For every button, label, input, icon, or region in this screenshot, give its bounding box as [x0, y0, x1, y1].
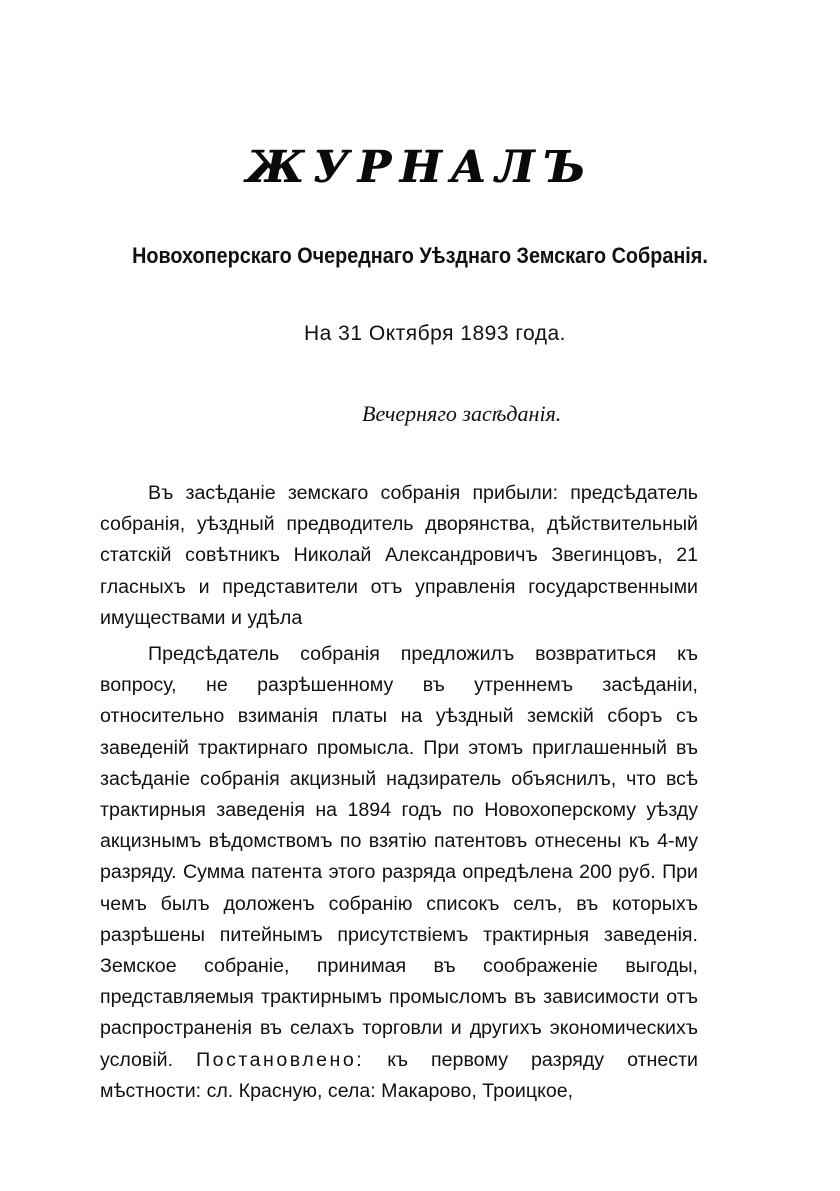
body-text: [100, 478, 698, 1107]
session-date: На 31 Октября 1893 года.: [303, 322, 567, 345]
assembly-subtitle: Новохоперскаго Очереднаго Уѣзднаго Земскаго Собранія.: [132, 243, 708, 268]
session-label: Вечерняго засѣданія.: [362, 401, 562, 426]
resolution-emphasis: Постановлено:: [196, 1048, 365, 1071]
paragraph-resolution: [100, 639, 698, 1107]
paragraph-text-before: Предсѣдатель собранія предложилъ возвратиться къ вопросу, не разрѣшенному въ утреннемъ засѣданіи, относительно взиманія платы на уѣздный земскій сборъ съ заведеній трактирнаго промысла. При этомъ приглашенный въ засѣданіе собранія акцизный надзиратель объяснилъ, что всѣ трактирныя заведенія на 1894 годъ по Новохоперскому уѣзду акцизнымъ вѣдомствомъ по взятію патентовъ отнесены къ 4-му разряду. Сумма патента этого разряда опредѣлена 200 руб. При чемъ былъ доложенъ собранію списокъ селъ, въ которыхъ разрѣшены питейнымъ присутствіемъ трактирныя заведенія. Земское собраніе, принимая въ соображеніе выгоды, представляемыя трактирнымъ промысломъ въ зависимости отъ распространенія въ селахъ торговли и другихъ экономическихъ условій.: [100, 643, 698, 1071]
paragraph-attendance: Въ засѣданіе земскаго собранія прибыли: предсѣдатель собранія, уѣздный предводитель дворянства, дѣйствительный статскій совѣтникъ Николай Александровичъ Звегинцовъ, 21 гласныхъ и представители отъ управленія государственными имуществами и удѣла: [100, 482, 698, 629]
paragraph-text-after: къ первому разряду отнести мѣстности: сл. Красную, села: Макарово, Троицкое,: [100, 1048, 698, 1102]
journal-title: ЖУРНАЛЪ: [246, 142, 594, 193]
